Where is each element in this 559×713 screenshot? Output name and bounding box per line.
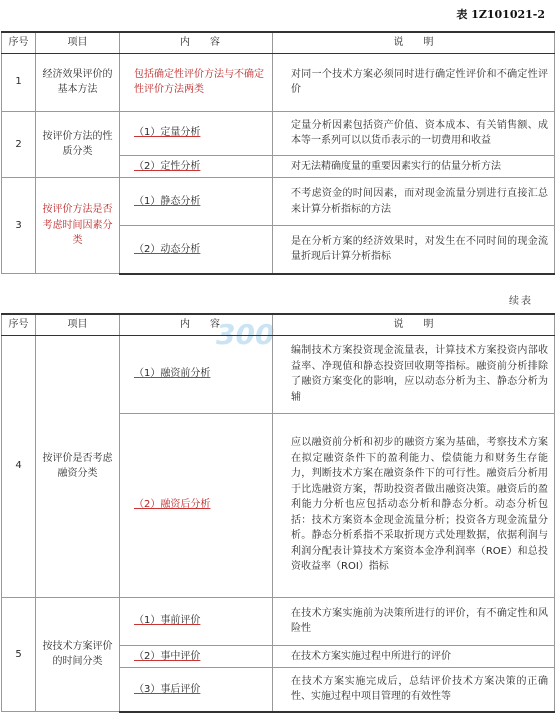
sub-name-text: （1）静态分析 <box>134 195 201 207</box>
sub-name-text: （1）事前评价 <box>134 615 201 627</box>
header-item: 项目 <box>36 32 120 53</box>
row-item: 经济效果评价的基本方法 <box>36 53 120 111</box>
sub-name-text: （2）动态分析 <box>134 243 201 255</box>
row-no: 3 <box>2 178 36 274</box>
sub-name-text: （2）定性分析 <box>134 160 201 172</box>
table-row <box>2 53 555 111</box>
watermark-logo: 300 <box>216 318 275 351</box>
sub-name-text: （3）事后评价 <box>134 683 201 695</box>
sub-desc: 不考虑资金的时间因素，而对现金流量分别进行直接汇总来计算分析指标的方法 <box>273 178 555 226</box>
row-content <box>120 53 273 111</box>
sub-desc: 在技术方案实施前为决策所进行的评价，有不确定性和风险性 <box>273 597 555 645</box>
sub-name-text: （1）融资前分析 <box>134 368 211 380</box>
table-row <box>2 597 555 645</box>
evaluation-method-table-continued <box>1 313 555 713</box>
header-no: 序号 <box>2 314 36 335</box>
sub-desc: 应以融资前分析和初步的融资方案为基础，考察技术方案在拟定融资条件下的盈利能力、偿债能力和财务生存能力，判断技术方案在融资条件下的可行性。融资后分析用于比选融资方案，帮助投资者做出融资决策。融资后的盈利能力分析也应包括动态分析和静态分析。动态分析包括：技术方案资本金现金流量分析；投资各方现金流量分析。静态分析系指不采取折现方式处理数据，依据利润与利润分配表计算技术方案资本金净利润率（ROE）和总投资收益率（ROI）指标 <box>273 413 555 597</box>
sub-name <box>120 226 273 274</box>
sub-name-text: （1）定量分析 <box>134 127 201 139</box>
header-content: 内 容 <box>120 32 273 53</box>
sub-name <box>120 335 273 413</box>
row-no: 5 <box>2 597 36 712</box>
header-no: 序号 <box>2 32 36 53</box>
sub-name <box>120 668 273 712</box>
table-header-row <box>2 314 555 335</box>
row-no: 2 <box>2 111 36 178</box>
header-desc: 说 明 <box>273 314 555 335</box>
sub-desc: 编制技术方案投资现金流量表，计算技术方案投资内部收益率、净现值和静态投资回收期等指标。融资前分析排除了融资方案变化的影响，应以动态分析为主、静态分析为辅 <box>273 335 555 413</box>
continued-label: 续表 <box>509 296 533 307</box>
table-row <box>2 178 555 226</box>
sub-name <box>120 111 273 155</box>
sub-name-text: （2）融资后分析 <box>134 499 211 511</box>
row-item: 按技术方案评价的时间分类 <box>36 597 120 712</box>
table-header-row <box>2 32 555 53</box>
sub-desc: 定量分析因素包括资产价值、资本成本、有关销售额、成本等一系列可以以货币表示的一切费用和收益 <box>273 111 555 155</box>
table-label: 表 1Z101021-2 <box>456 8 545 21</box>
sub-desc: 是在分析方案的经济效果时，对发生在不同时间的现金流量折现后计算分析指标 <box>273 226 555 274</box>
sub-desc: 在技术方案实施完成后，总结评价技术方案决策的正确性、实施过程中项目管理的有效性等 <box>273 668 555 712</box>
row-desc: 对同一个技术方案必须同时进行确定性评价和不确定性评价 <box>273 53 555 111</box>
sub-name <box>120 178 273 226</box>
table-row <box>2 335 555 413</box>
sub-name <box>120 645 273 668</box>
header-desc: 说 明 <box>273 32 555 53</box>
sub-name <box>120 597 273 645</box>
row-item: 按评价方法是否考虑时间因素分类 <box>36 178 120 274</box>
sub-name <box>120 413 273 597</box>
table-row <box>2 111 555 155</box>
row-item: 按评价是否考虑融资分类 <box>36 335 120 597</box>
row-no: 1 <box>2 53 36 111</box>
row-no: 4 <box>2 335 36 597</box>
row-item: 按评价方法的性质分类 <box>36 111 120 178</box>
evaluation-method-table <box>1 31 555 275</box>
sub-desc: 对无法精确度量的重要因素实行的估量分析方法 <box>273 155 555 178</box>
sub-name-text: （2）事中评价 <box>134 650 201 662</box>
header-item: 项目 <box>36 314 120 335</box>
content-text: 包括确定性评价方法与不确定性评价方法两类 <box>134 68 264 95</box>
sub-desc: 在技术方案实施过程中所进行的评价 <box>273 645 555 668</box>
sub-name <box>120 155 273 178</box>
header-content: 内 容 <box>120 314 273 335</box>
